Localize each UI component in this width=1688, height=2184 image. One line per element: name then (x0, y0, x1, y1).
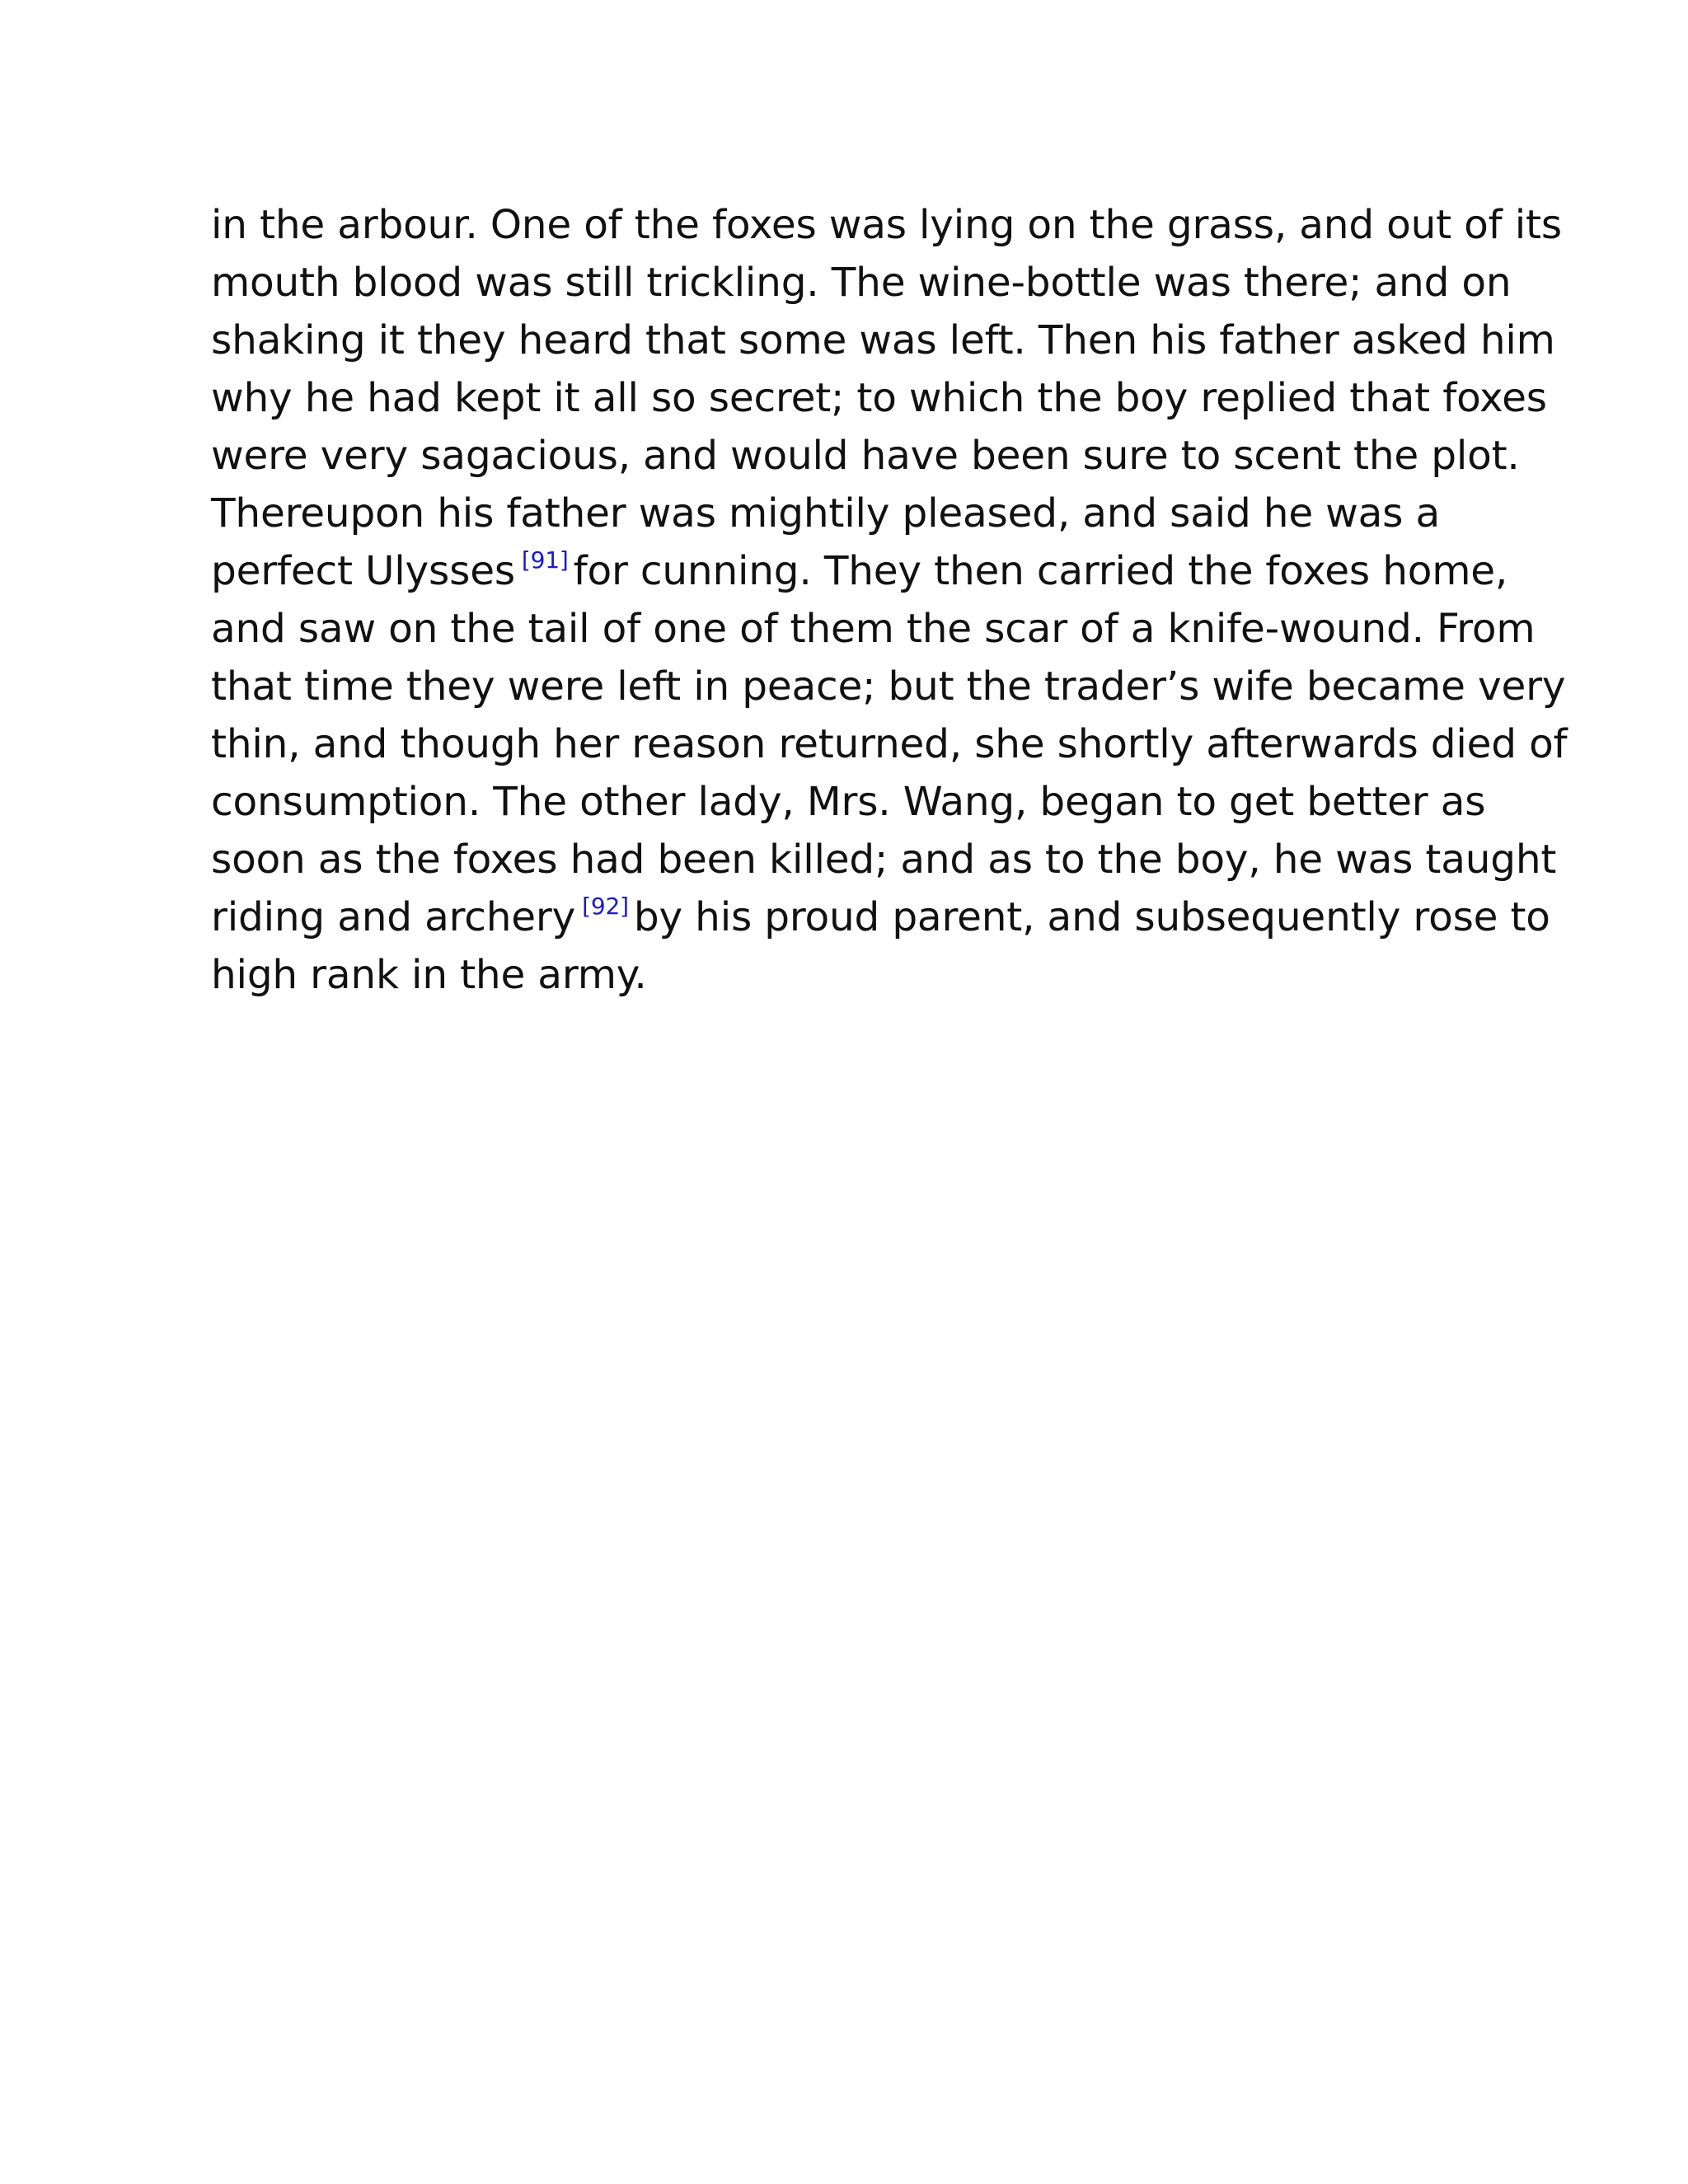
text-segment: riding and archery (211, 894, 576, 940)
text-line: were very sagacious, and would have been sure to scent the plot. (211, 433, 1520, 479)
text-line: consumption. The other lady, Mrs. Wang, began to get better as (211, 779, 1486, 825)
footnote-link-91[interactable]: [91] (521, 546, 569, 574)
text-line: in the arbour. One of the foxes was lying on the grass, and out of its (211, 202, 1562, 248)
text-line: Thereupon his father was mightily pleased, and said he was a (211, 490, 1440, 537)
text-line (211, 542, 1508, 600)
text-line: high rank in the army. (211, 952, 647, 998)
footnote-link-92[interactable]: [92] (582, 893, 629, 920)
text-line: thin, and though her reason returned, she shortly afterwards died of (211, 721, 1568, 767)
text-line (211, 888, 1550, 946)
text-segment: for cunning. They then carried the foxes home, (573, 548, 1508, 594)
text-line: mouth blood was still trickling. The wine-bottle was there; and on (211, 260, 1512, 306)
text-line: soon as the foxes had been killed; and as to the boy, he was taught (211, 837, 1557, 883)
text-segment: perfect Ulysses (211, 548, 515, 594)
text-line: that time they were left in peace; but the trader’s wife became very (211, 663, 1566, 710)
text-line: and saw on the tail of one of them the scar of a knife-wound. From (211, 606, 1536, 652)
text-line: why he had kept it all so secret; to which the boy replied that foxes (211, 375, 1547, 421)
text-line: shaking it they heard that some was left. Then his father asked him (211, 317, 1555, 363)
text-segment: by his proud parent, and subsequently rose to (633, 894, 1550, 940)
body-paragraph (211, 196, 1568, 1004)
